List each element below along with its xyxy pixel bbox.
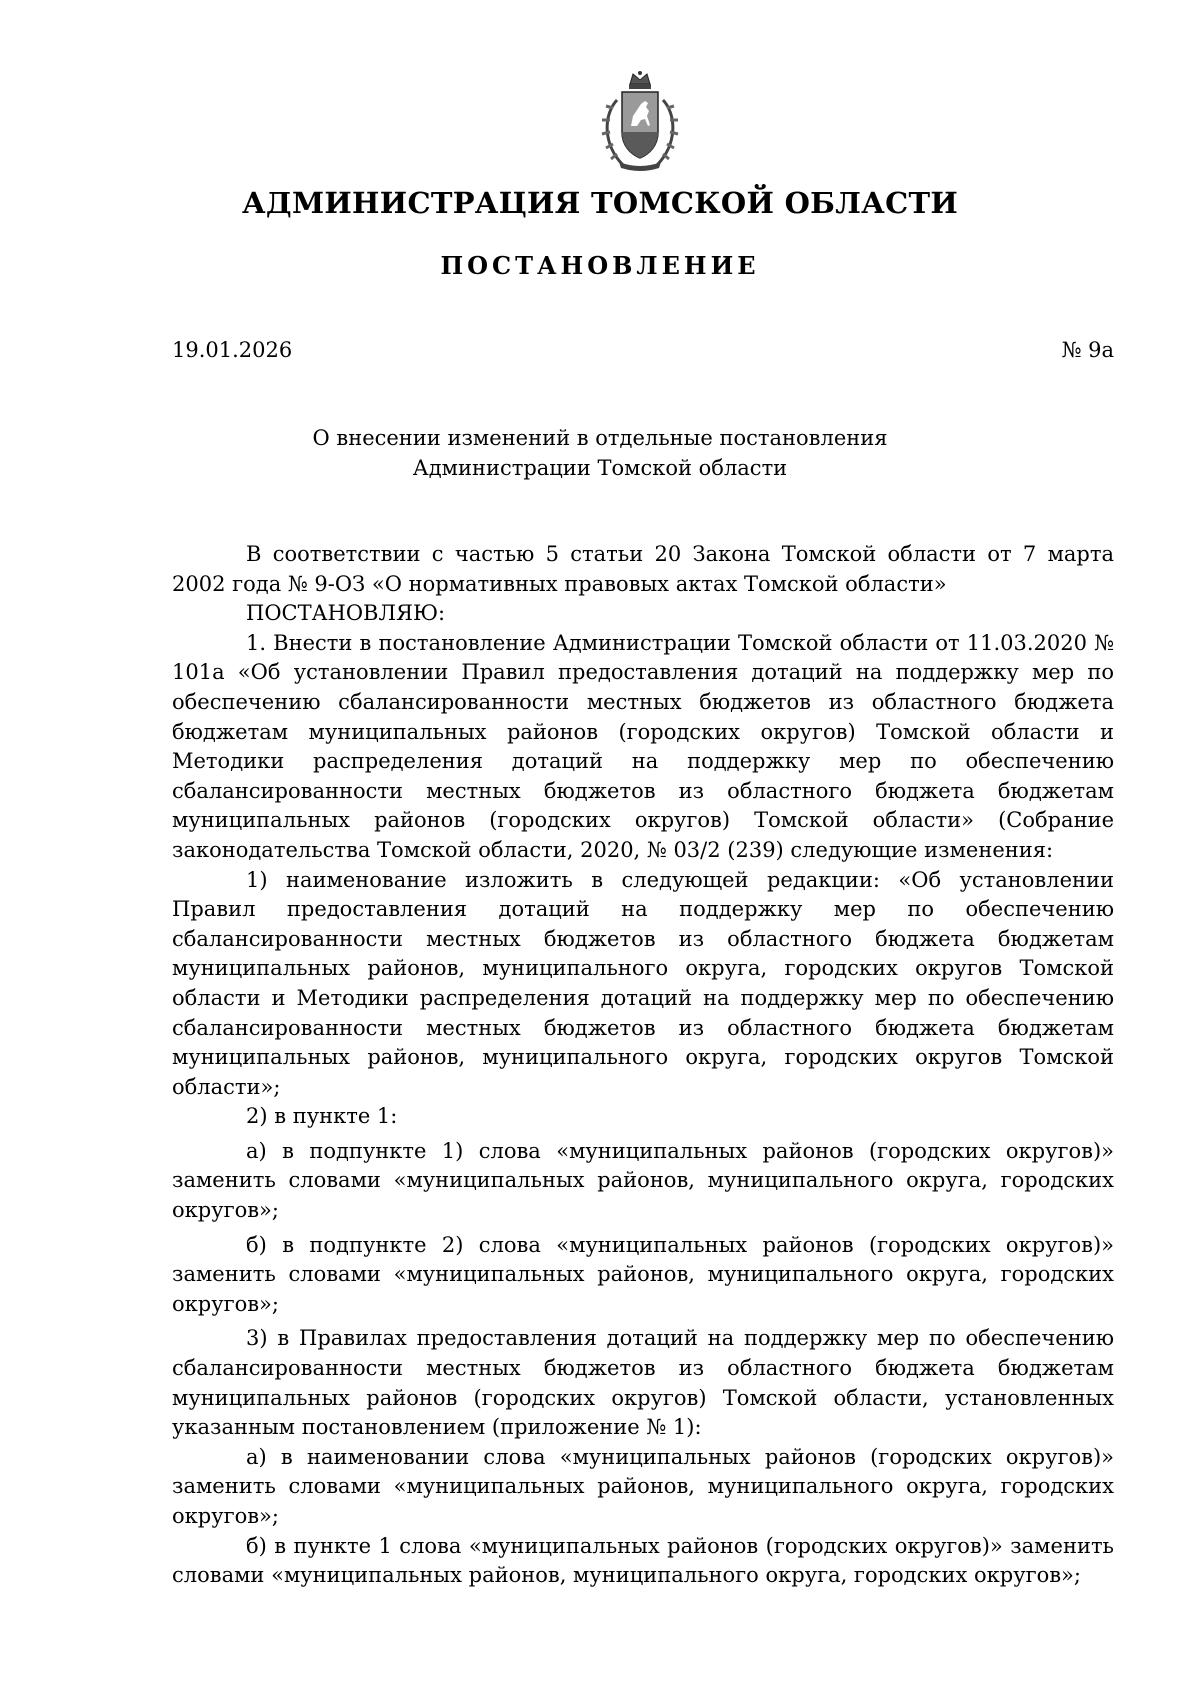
paragraph-subitem-3: 3) в Правилах предоставления дотаций на поддержку мер по обеспечению сбалансированности местных бюджетов из областного бюджета бюджетам муниципальных районов (городских округов) Томской области, установленных указанным постановлением (приложение № 1): <box>172 1326 1114 1440</box>
document-number: № 9а <box>1061 338 1114 362</box>
paragraph-resolve: ПОСТАНОВЛЯЮ: <box>246 601 446 626</box>
organization-title: АДМИНИСТРАЦИЯ ТОМСКОЙ ОБЛАСТИ <box>241 186 959 220</box>
document-body <box>172 540 1114 1591</box>
paragraph-item-1: 1. Внести в постановление Администрации Томской области от 11.03.2020 № 101а «Об установлении Правил предоставления дотаций на поддержку мер по обеспечению сбалансированности местных бюджетов из областного бюджета бюджетам муниципальных районов (городских округов) Томской области и Методики распределения дотаций на поддержку мер по обеспечению сбалансированности местных бюджетов из областного бюджета бюджетам муниципальных районов (городских округов) Томской области» (Собрание законодательства Томской области, 2020, № 03/2 (239) следующие изменения: <box>172 630 1114 862</box>
document-subject <box>0 423 1200 483</box>
paragraph-subitem-2: 2) в пункте 1: <box>246 1104 398 1129</box>
document-date: 19.01.2026 <box>172 338 293 362</box>
paragraph-preamble: В соответствии с частью 5 статьи 20 Закона Томской области от 7 марта 2002 года № 9-ОЗ «О нормативных правовых актах Томской области» <box>172 542 1114 596</box>
paragraph-subitem-3a: а) в наименовании слова «муниципальных районов (городских округов)» заменить словами «муниципальных районов, муниципального округа, городских округов»; <box>172 1444 1114 1528</box>
subject-line-2: Администрации Томской области <box>412 456 788 480</box>
coat-of-arms-icon <box>595 70 685 175</box>
paragraph-subitem-1: 1) наименование изложить в следующей редакции: «Об установлении Правил предоставления дотаций на поддержку мер по обеспечению сбалансированности местных бюджетов из областного бюджета бюджетам муниципальных районов, муниципального округа, городских округов Томской области и Методики распределения дотаций на поддержку мер по обеспечению сбалансированности местных бюджетов из областного бюджета бюджетам муниципальных районов, муниципального округа, городских округов Томской области»; <box>172 867 1114 1099</box>
paragraph-subitem-2a: а) в подпункте 1) слова «муниципальных районов (городских округов)» заменить словами «муниципальных районов, муниципального округа, городских округов»; <box>172 1138 1114 1223</box>
subject-line-1: О внесении изменений в отдельные постановления <box>312 426 888 450</box>
paragraph-subitem-3b: б) в пункте 1 слова «муниципальных районов (городских округов)» заменить словами «муниципальных районов, муниципального округа, городских округов»; <box>172 1533 1114 1588</box>
paragraph-subitem-2b: б) в подпункте 2) слова «муниципальных районов (городских округов)» заменить словами «муниципальных районов, муниципального округа, городских округов»; <box>172 1232 1114 1316</box>
document-type-heading: ПОСТАНОВЛЕНИЕ <box>440 251 760 280</box>
